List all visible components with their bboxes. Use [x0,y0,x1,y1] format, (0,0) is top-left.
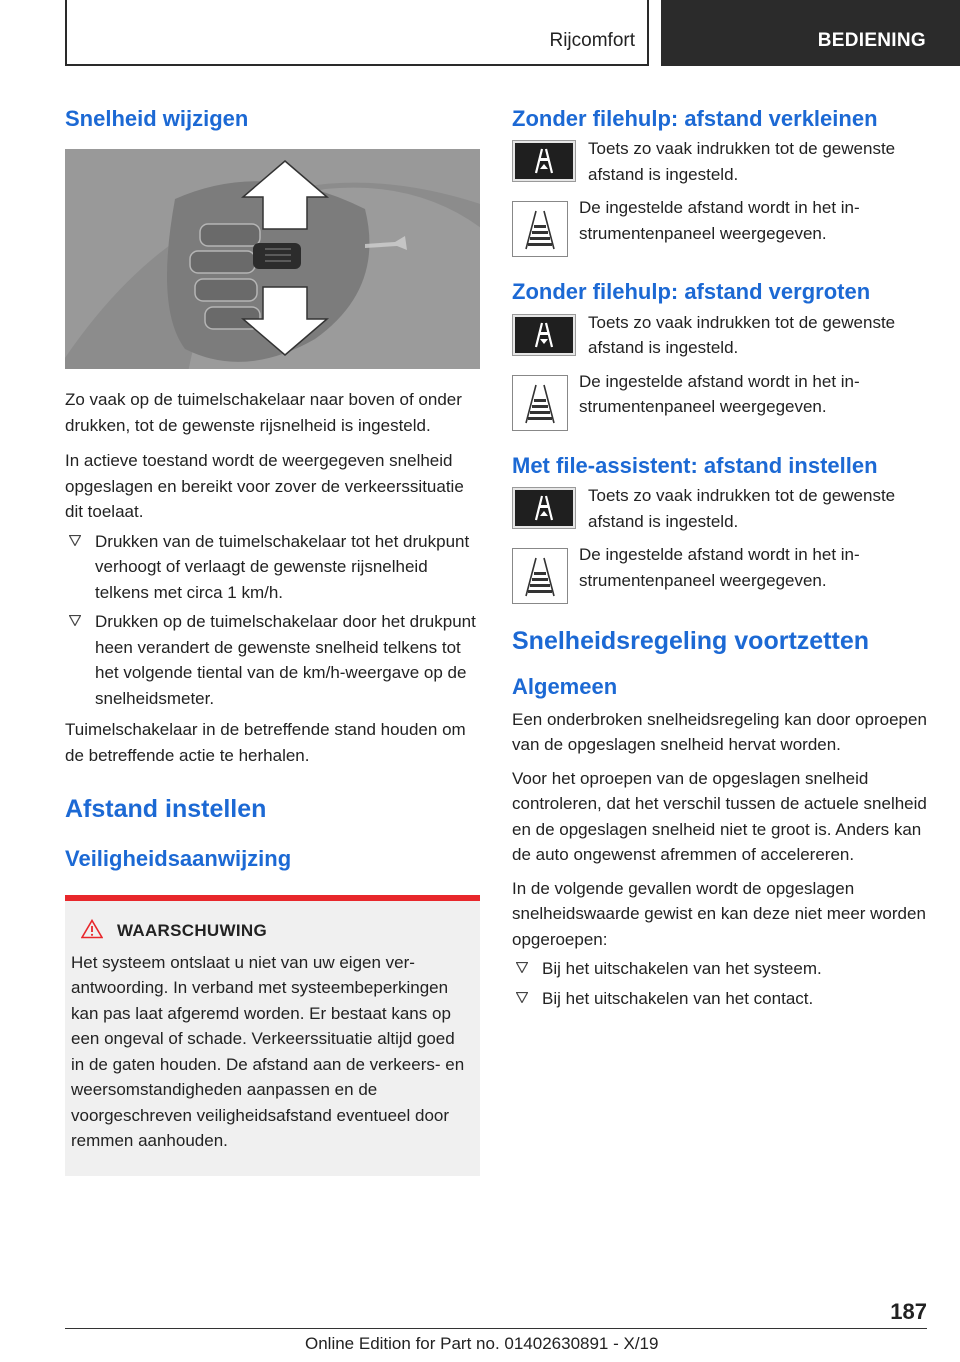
display-instruction [512,369,927,431]
warning-title: WAARSCHUWING [117,921,267,941]
paragraph: In actieve toestand wordt de weergegeven snelheid opgeslagen en bereikt voor zover de verkeerssituatie dit toelaat. [65,451,464,522]
paragraph: Zo vaak op de tuimelschakelaar naar boven of onder drukken, tot de gewenste rijsnelheid is ingesteld. [65,390,462,435]
instruction-text: Toets zo vaak indrukken tot de gewenste afstand is ingesteld. [588,312,896,358]
button-instruction [512,310,927,361]
bullet-list [512,956,927,1011]
heading-algemeen: Algemeen [512,674,618,700]
instruction-text: Toets zo vaak indrukken tot de gewenste afstand is ingesteld. [588,139,896,184]
triangle-bullet-icon [69,535,81,546]
distance-display-icon [512,201,568,257]
paragraph: In de volgende gevallen wordt de opgeslagen snelheidswaarde gewist en kan deze niet meer worden opgeroepen: [512,878,926,949]
heading-veiligheidsaanwijzing: Veiligheidsaanwijzing [65,846,292,872]
heading-snelheid-wijzigen: Snelheid wijzigen [65,106,249,131]
distance-increase-button-icon [512,314,576,356]
instruction-text: De ingestelde afstand wordt in het instrumentenpaneel weergegeven. [579,545,860,590]
triangle-bullet-icon [516,962,528,973]
triangle-bullet-icon [69,615,81,626]
triangle-bullet-icon [516,992,528,1003]
left-column [65,100,480,1176]
section-title: Rijcomfort [549,30,635,51]
bullet-list [65,529,480,712]
heading-afstand-instellen: Afstand instellen [65,795,267,824]
list-item: Bij het uitschakelen van het systeem. [512,956,927,982]
paragraph: Een onderbroken snelheidsregeling kan door oproepen van de opgeslagen snelheid hervat worden. [512,709,927,755]
button-instruction [512,483,927,534]
heading-afstand-verkleinen: Zonder filehulp: afstand verkleinen [512,106,878,131]
distance-display-icon [512,375,568,431]
list-item: Drukken van de tuimelschakelaar tot het drukpunt verhoogt of verlaagt de gewenste rijsnelheid telkens met circa 1 km/h. [65,529,480,606]
warning-text: Het systeem ontslaat u niet van uw eigen verantwoording. In verband met systeembeperkingen kan pas laat afgeremd worden. Er bestaat kans op een ongeval of schade. Verkeerssituatie altijd goed in de gaten houden. De afstand aan de verkeers- en weersomstandigheden aanpassen en de voorgeschreven veiligheidsafstand eventueel door remmen aanhouden. [71,952,465,1151]
chapter-tab [661,0,960,66]
instruction-text: De ingestelde afstand wordt in het instrumentenpaneel weergegeven. [579,198,860,243]
warning-triangle-icon [81,919,103,944]
heading-file-assistent-afstand: Met file-assistent: afstand instellen [512,452,878,478]
heading-afstand-vergroten: Zonder filehulp: afstand vergroten [512,279,871,305]
display-instruction [512,195,927,257]
paragraph: Tuimelschakelaar in de betreffende stand houden om de betreffende actie te herhalen. [65,720,466,765]
instruction-text: Toets zo vaak indrukken tot de gewenste afstand is ingesteld. [588,486,896,531]
instruction-text: De ingestelde afstand wordt in het instrumentenpaneel weergegeven. [579,371,860,417]
footer-edition: Online Edition for Part no. 01402630891 - X/19 [305,1334,659,1353]
list-item: Bij het uitschakelen van het contact. [512,986,927,1012]
footer-divider [65,1328,927,1329]
page-number: 187 [890,1299,927,1324]
list-item: Drukken op de tuimelschakelaar door het drukpunt heen verandert de gewenste snelheid telkens tot het volgende tiental van de km/h-weergave op de snelheidsmeter. [65,609,480,711]
button-instruction [512,136,927,187]
display-instruction [512,542,927,604]
steering-wheel-photo [65,149,480,369]
distance-display-icon [512,548,568,604]
warning-box [65,895,480,1176]
distance-decrease-button-icon [512,140,576,182]
distance-button-icon [512,487,576,529]
header-section-box [65,0,649,66]
right-column [512,100,927,1011]
heading-snelheidsregeling-voortzetten: Snelheidsregeling voortzetten [512,627,870,656]
chapter-title: BEDIENING [817,30,926,51]
paragraph: Voor het oproepen van de opgeslagen snelheid controleren, dat het verschil tussen de actuele snelheid en de opgeslagen snelheid niet te groot is. Anders kan de auto ongewenst afremmen of accelereren. [512,768,927,865]
